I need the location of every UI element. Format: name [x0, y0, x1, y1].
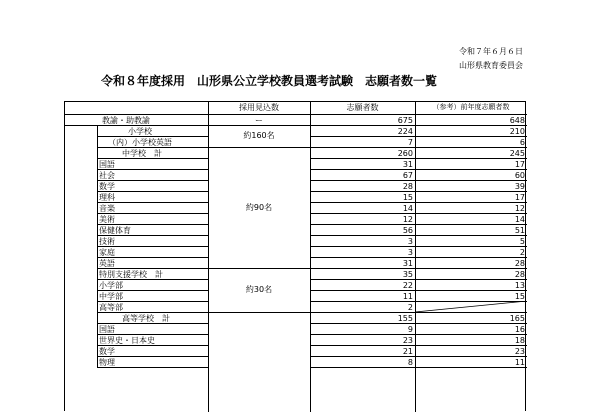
- table-row-label: 技術: [99, 236, 115, 246]
- table-row-applicants: 11: [402, 291, 413, 301]
- issuer-name: 山形県教育委員会: [459, 61, 523, 70]
- table-row-label: 音楽: [99, 203, 115, 213]
- table-row-applicants: 2: [407, 302, 413, 312]
- table-row-previous: 28: [514, 269, 525, 279]
- table-row-applicants: 21: [402, 346, 413, 356]
- table-row-applicants: 9: [407, 324, 413, 334]
- table-row-applicants: 3: [407, 236, 413, 246]
- table-rule: [97, 367, 208, 368]
- table-row-label: 家庭: [99, 247, 115, 257]
- table-row-previous: 15: [514, 291, 525, 301]
- table-row-previous: 51: [514, 225, 525, 235]
- table-row-label: 教諭・助教諭: [102, 115, 150, 125]
- table-rule: [208, 102, 209, 412]
- table-row-applicants: 31: [402, 258, 413, 268]
- table-rule: [208, 125, 310, 126]
- issue-date: 令和７年６月６日: [459, 47, 523, 56]
- table-row-previous: 6: [519, 137, 525, 147]
- table-row-previous: 5: [519, 236, 525, 246]
- planned-junior-high: 約90名: [245, 202, 273, 212]
- table-row-previous: 245: [509, 148, 525, 158]
- column-header-previous: （参考）前年度志願者数: [432, 103, 510, 111]
- table-row-applicants: 12: [402, 214, 413, 224]
- table-row-previous: 2: [519, 247, 525, 257]
- empty-cell-slash: [415, 301, 527, 312]
- table-row-previous: 14: [514, 214, 525, 224]
- table-row-applicants: 22: [402, 280, 413, 290]
- table-row-previous: 39: [514, 181, 525, 191]
- table-row-applicants: 3: [407, 247, 413, 257]
- table-row-applicants: 260: [397, 148, 413, 158]
- table-row-previous: 18: [514, 335, 525, 345]
- table-row-applicants: 224: [397, 126, 413, 136]
- table-row-planned: ー: [255, 115, 263, 125]
- table-row-label: 数学: [99, 181, 115, 191]
- table-row-previous: 165: [509, 313, 525, 323]
- table-row-previous: 60: [514, 170, 525, 180]
- table-row-previous: 17: [514, 192, 525, 202]
- table-row-previous: 210: [509, 126, 525, 136]
- table-rule: [208, 147, 310, 148]
- table-row-previous: 12: [514, 203, 525, 213]
- column-header-applicants: 志願者数: [346, 103, 379, 112]
- table-row-previous: 28: [514, 258, 525, 268]
- table-row-label: 高等部: [99, 302, 123, 312]
- table-row-label: 中学部: [99, 291, 123, 301]
- table-rule: [310, 367, 527, 368]
- table-row-label: 美術: [99, 214, 115, 224]
- table-row-label: 数学: [99, 346, 115, 356]
- table-row-applicants: 56: [402, 225, 413, 235]
- table-row-applicants: 23: [402, 335, 413, 345]
- table-row-label: 物理: [99, 357, 115, 367]
- table-row-applicants: 7: [407, 137, 413, 147]
- column-header-planned: 採用見込数: [239, 103, 279, 112]
- table-row-label: 高等学校 計: [122, 313, 170, 323]
- table-row-label: 保健体育: [99, 225, 131, 235]
- table-row-applicants: 14: [402, 203, 413, 213]
- document-title: 令和８年度採用 山形県公立学校教員選考試験 志願者数一覧: [101, 74, 438, 88]
- table-rule: [208, 312, 310, 313]
- table-row-label: 世界史・日本史: [99, 335, 155, 345]
- table-row-applicants: 8: [407, 357, 413, 367]
- table-row-label: 国語: [99, 159, 115, 169]
- table-row-label: 中学校 計: [122, 148, 162, 158]
- table-row-applicants: 31: [402, 159, 413, 169]
- table-row-previous: 17: [514, 159, 525, 169]
- table-row-previous: 23: [514, 346, 525, 356]
- table-row-applicants: 67: [402, 170, 413, 180]
- table-rule: [97, 125, 98, 367]
- table-row-applicants: 675: [397, 115, 413, 125]
- planned-special-support: 約30名: [245, 285, 273, 294]
- table-row-previous: 16: [514, 324, 525, 334]
- table-row-applicants: 35: [402, 269, 413, 279]
- table-row-label: 特別支援学校 計: [99, 269, 163, 279]
- table-row-label: 社会: [99, 170, 115, 180]
- table-row-applicants: 28: [402, 181, 413, 191]
- table-row-label: 国語: [99, 324, 115, 334]
- table-rule: [208, 268, 310, 269]
- table-row-previous: 13: [514, 280, 525, 290]
- table-row-label: 小学部: [99, 280, 123, 290]
- table-row-label: 理科: [99, 192, 115, 202]
- table-row-previous: 11: [514, 357, 525, 367]
- table-row-label: 英語: [99, 258, 115, 268]
- table-row-applicants: 15: [402, 192, 413, 202]
- planned-elementary: 約160名: [243, 131, 275, 140]
- table-row-previous: 648: [509, 115, 525, 125]
- table-row-applicants: 155: [397, 313, 413, 323]
- table-row-label: （内）小学校英語: [108, 137, 172, 147]
- applicants-table: [64, 101, 526, 411]
- table-row-label: 小学校: [128, 126, 152, 136]
